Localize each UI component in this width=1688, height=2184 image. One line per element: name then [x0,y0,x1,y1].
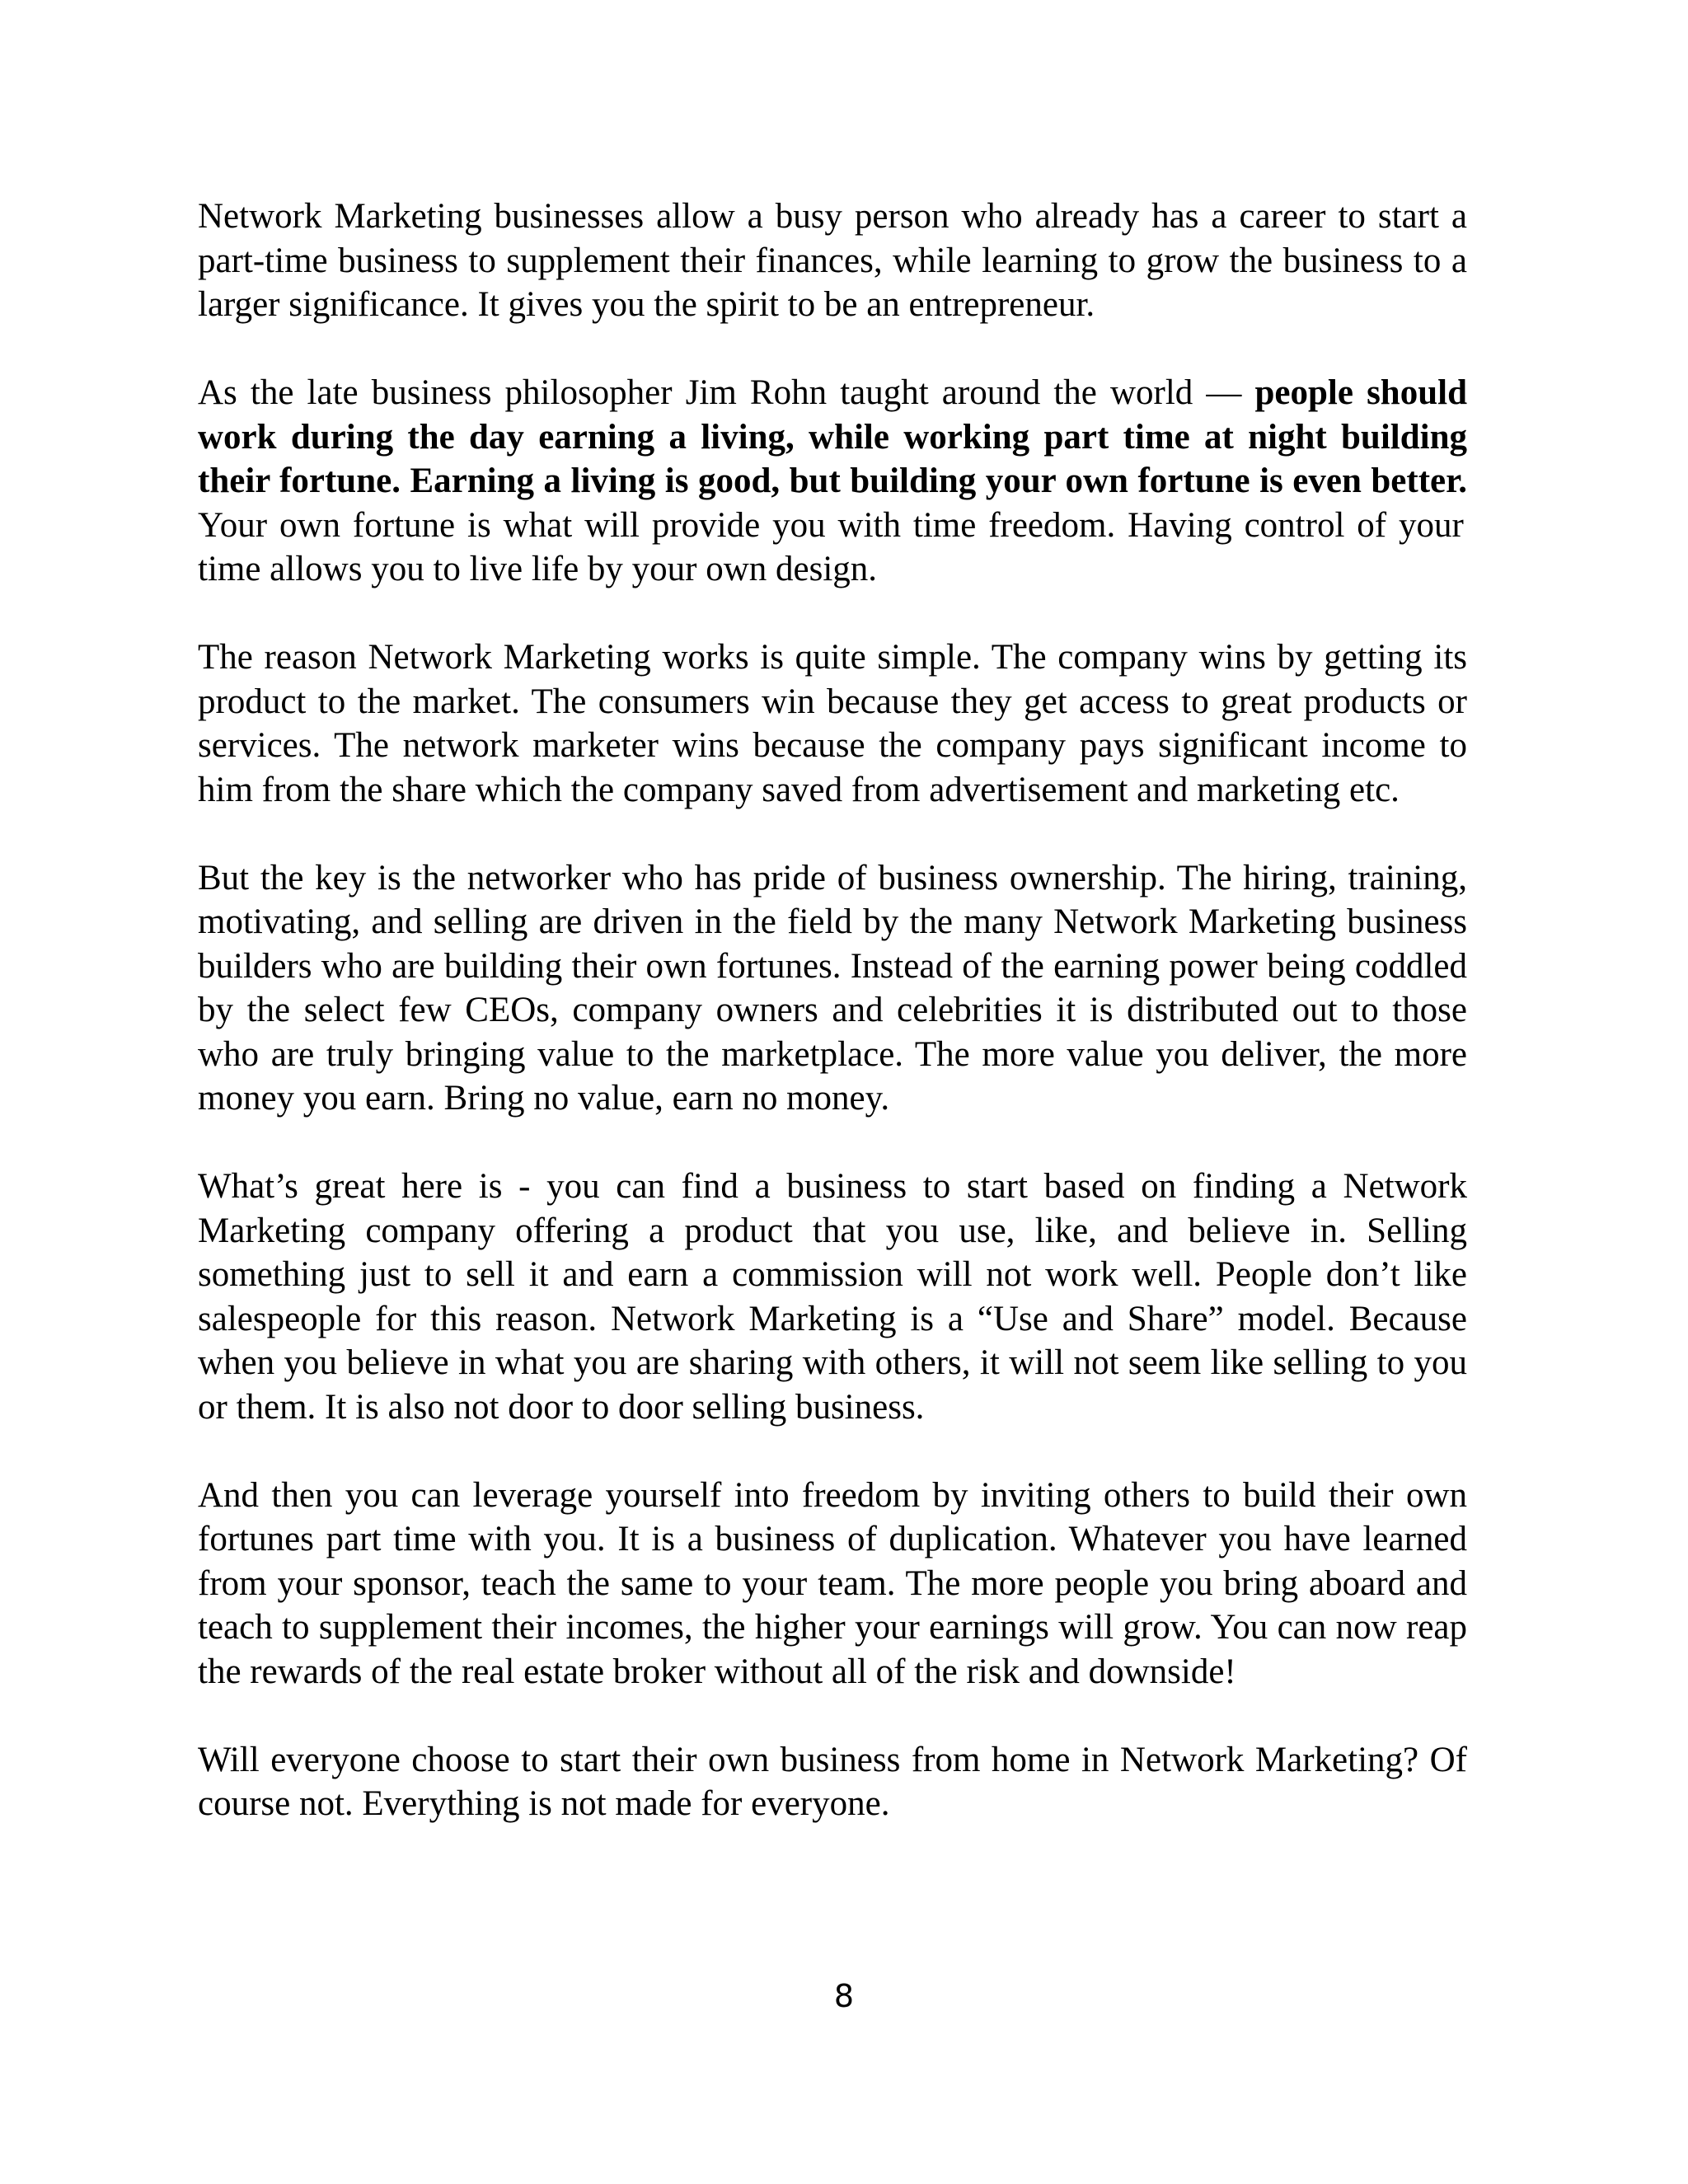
paragraph-1: Network Marketing businesses allow a busy person who already has a career to start a part-time business to supplement their finances, while learning to grow the business to a larger significance. It gives you the spirit to be an entrepreneur. [198,197,1467,324]
paragraph-2 [198,371,1467,592]
paragraph-3: The reason Network Marketing works is quite simple. The company wins by getting its product to the market. The consumers win because they get access to great products or services. The network marketer wins because the company pays significant income to him from the share which the company saved from advertisement and marketing etc. [198,638,1467,809]
paragraph-7: Will everyone choose to start their own business from home in Network Marketing? Of course not. Everything is not made for everyone. [198,1740,1467,1823]
paragraph-2-tail: Your own fortune is what will provide you with time freedom. Having control of your time allows you to live life by your own design. [198,505,1464,588]
paragraph-5: What’s great here is - you can find a business to start based on finding a Network Marketing company offering a product that you use, like, and believe in. Selling something just to sell it and earn a commission will not work well. People don’t like salespeople for this reason. Network Marketing is a “Use and Share” model. Because when you believe in what you are sharing with others, it will not seem like selling to you or them. It is also not door to door selling business. [198,1167,1467,1427]
body-text [198,194,1467,1870]
paragraph-6: And then you can leverage yourself into freedom by inviting others to build their own fortunes part time with you. It is a business of duplication. Whatever you have learned from your sponsor, teach the same to your team. The more people you bring aboard and teach to supplement their incomes, the higher your earnings will grow. You can now reap the rewards of the real estate broker without all of the risk and downside! [198,1475,1467,1691]
paragraph-4: But the key is the networker who has pride of business ownership. The hiring, training, motivating, and selling are driven in the field by the many Network Marketing business builders who are building their own fortunes. Instead of the earning power being coddled by the select few CEOs, company owners and celebrities it is distributed out to those who are truly bringing value to the marketplace. The more value you deliver, the more money you earn. Bring no value, earn no money. [198,858,1467,1118]
paragraph-2-bold-quote: people should work during the day earning a living, while working part time at night building their fortune. Earning a living is good, but building your own fortune is even better. [198,373,1467,500]
page-number: 8 [833,1978,855,2014]
paragraph-2-lead: As the late business philosopher Jim Rohn taught around the world — [198,373,1255,412]
